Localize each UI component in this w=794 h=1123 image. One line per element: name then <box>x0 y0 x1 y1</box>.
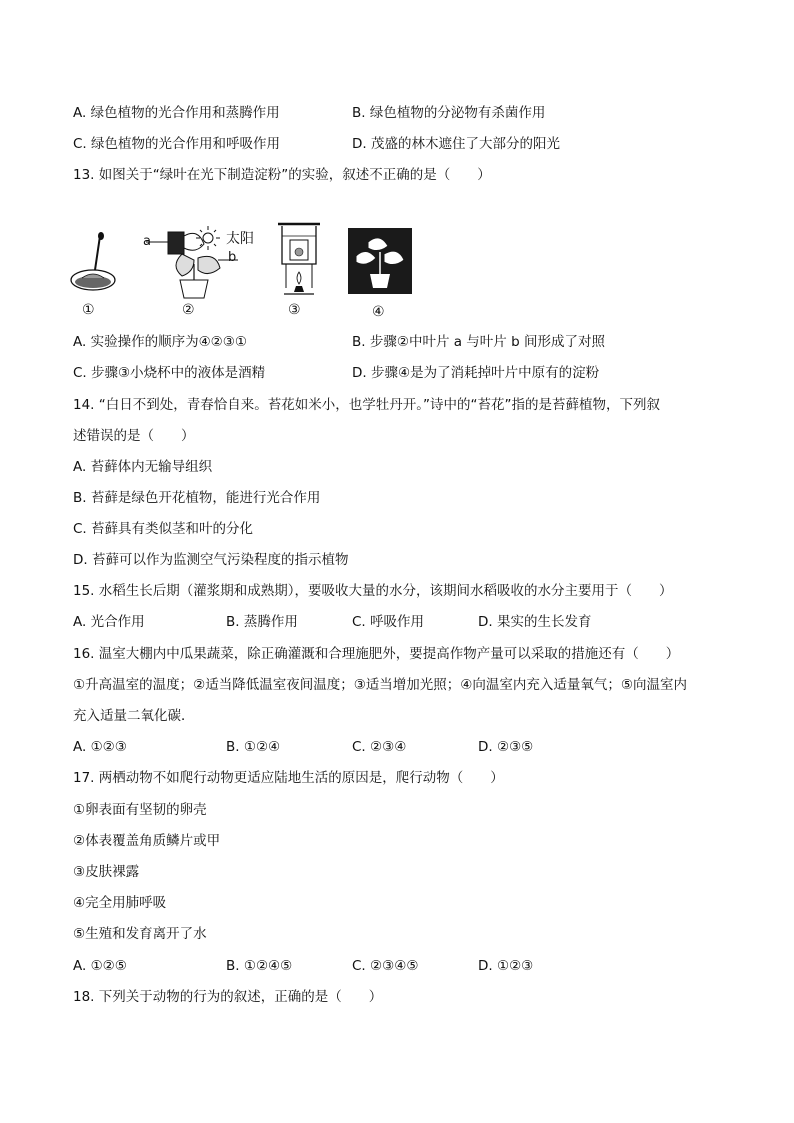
q14-stem-line1: 14. “白日不到处，青春恰自来。苔花如米小，也学牡丹开。”诗中的“苔花”指的是苔藓植物，下列叙 <box>73 397 660 413</box>
q15-stem: 15. 水稻生长后期（灌浆期和成熟期），要吸收大量的水分，该期间水稻吸收的水分主要用于（ ） <box>73 583 673 599</box>
q14-option-d[interactable]: D. 苔藓可以作为监测空气污染程度的指示植物 <box>73 552 349 568</box>
q16-stem: 16. 温室大棚内中瓜果蔬菜，除正确灌溉和合理施肥外，要提高作物产量可以采取的措施还有（ ） <box>73 646 680 662</box>
q13-option-d[interactable]: D. 步骤④是为了消耗掉叶片中原有的淀粉 <box>352 365 600 381</box>
q15-option-c[interactable]: C. 呼吸作用 <box>352 614 425 630</box>
q17-stem: 17. 两栖动物不如爬行动物更适应陆地生活的原因是，爬行动物（ ） <box>73 770 504 786</box>
figure-label-step3: ③ <box>288 302 301 318</box>
q15-option-a[interactable]: A. 光合作用 <box>73 614 145 630</box>
q13-option-c[interactable]: C. 步骤③小烧杯中的液体是酒精 <box>73 365 266 381</box>
q14-option-c[interactable]: C. 苔藓具有类似茎和叶的分化 <box>73 521 254 537</box>
q17-item-4: ④完全用肺呼吸 <box>73 895 167 911</box>
water-bath-beaker-figure <box>274 220 324 300</box>
q16-items-line1: ①升高温室的温度；②适当降低温室夜间温度；③适当增加光照；④向温室内充入适量氧气；⑤向温室内 <box>73 677 688 693</box>
dark-box-plant-figure <box>348 228 412 294</box>
q12-option-b[interactable]: B. 绿色植物的分泌物有杀菌作用 <box>352 105 546 121</box>
q18-stem: 18. 下列关于动物的行为的叙述，正确的是（ ） <box>73 989 383 1005</box>
q12-option-d[interactable]: D. 茂盛的林木遮住了大部分的阳光 <box>352 136 560 152</box>
figure-label-step2: ② <box>182 302 195 318</box>
figure-label-step1: ① <box>82 302 95 318</box>
q17-item-1: ①卵表面有坚韧的卵壳 <box>73 802 207 818</box>
q17-option-d[interactable]: D. ①②③ <box>478 958 534 974</box>
q14-stem-line2: 述错误的是（ ） <box>73 428 195 444</box>
q16-items-line2: 充入适量二氧化碳． <box>73 708 195 724</box>
petri-dish-dropper-figure <box>68 230 118 300</box>
q13-stem: 13. 如图关于“绿叶在光下制造淀粉”的实验，叙述不正确的是（ ） <box>73 167 491 183</box>
leaf-label-b: b <box>228 250 237 265</box>
q16-option-d[interactable]: D. ②③⑤ <box>478 739 534 755</box>
q17-item-5: ⑤生殖和发育离开了水 <box>73 926 207 942</box>
q15-option-b[interactable]: B. 蒸腾作用 <box>226 614 298 630</box>
q17-option-c[interactable]: C. ②③④⑤ <box>352 958 419 974</box>
q13-option-b[interactable]: B. 步骤②中叶片 a 与叶片 b 间形成了对照 <box>352 334 605 350</box>
q17-item-3: ③皮肤裸露 <box>73 864 140 880</box>
q13-option-a[interactable]: A. 实验操作的顺序为④②③① <box>73 334 247 350</box>
q14-option-b[interactable]: B. 苔藓是绿色开花植物，能进行光合作用 <box>73 490 321 506</box>
q12-option-c[interactable]: C. 绿色植物的光合作用和呼吸作用 <box>73 136 281 152</box>
q16-option-c[interactable]: C. ②③④ <box>352 739 407 755</box>
q12-option-a[interactable]: A. 绿色植物的光合作用和蒸腾作用 <box>73 105 280 121</box>
q17-item-2: ②体表覆盖角质鳞片或甲 <box>73 833 221 849</box>
q17-option-b[interactable]: B. ①②④⑤ <box>226 958 293 974</box>
leaf-label-a: a <box>143 234 151 249</box>
q17-option-a[interactable]: A. ①②⑤ <box>73 958 127 974</box>
q15-option-d[interactable]: D. 果实的生长发育 <box>478 614 592 630</box>
q14-option-a[interactable]: A. 苔藓体内无输导组织 <box>73 459 213 475</box>
q16-option-b[interactable]: B. ①②④ <box>226 739 281 755</box>
sun-label: 太阳 <box>226 231 254 247</box>
figure-label-step4: ④ <box>372 304 385 320</box>
q16-option-a[interactable]: A. ①②③ <box>73 739 127 755</box>
